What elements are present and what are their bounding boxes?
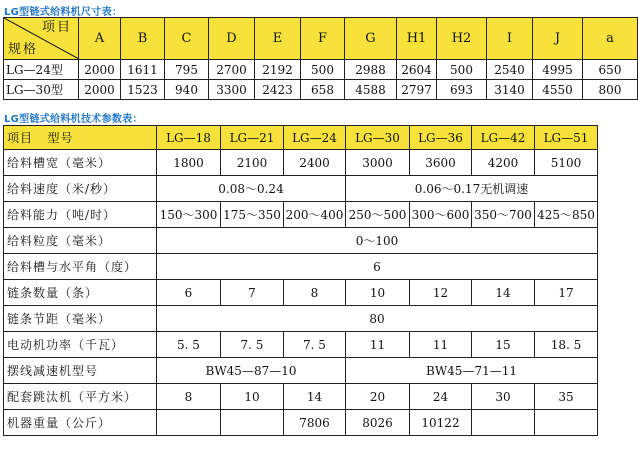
dim-value-cell: 3140: [487, 80, 533, 100]
param-label: 给料槽宽（毫米）: [4, 150, 157, 176]
param-value: 2100: [221, 150, 284, 176]
dim-value-cell: 2423: [255, 80, 301, 100]
param-value: 175～350: [221, 202, 284, 228]
param-value: 7. 5: [221, 332, 284, 358]
param-value: 12: [410, 280, 472, 306]
dim-header-cell: E: [255, 18, 301, 60]
tech-row-chain-pitch: [4, 306, 598, 332]
param-label: 配套跳汰机（平方米）: [4, 384, 157, 410]
dimensions-title: LG型链式给料机尺寸表：: [4, 7, 123, 18]
dim-value-cell: 1611: [121, 60, 165, 80]
tech-corner-cell: 项目 型号: [4, 126, 157, 150]
tech-row-reducer-model: [4, 358, 598, 384]
param-value: 6: [157, 280, 221, 306]
param-value: 14: [472, 280, 535, 306]
dim-header-cell: G: [345, 18, 397, 60]
param-value: 35: [535, 384, 598, 410]
param-value: 250～500: [346, 202, 410, 228]
param-value: 350～700: [472, 202, 535, 228]
tech-params-table: [3, 125, 598, 436]
dimensions-corner-cell: [4, 18, 79, 60]
model-header-cell: LG—24: [284, 126, 346, 150]
param-value: [157, 410, 221, 436]
param-value: [221, 410, 284, 436]
dim-header-cell: F: [301, 18, 345, 60]
dim-value-cell: 650: [583, 60, 638, 80]
tech-params-title: LG型链式给料机技术参数表：: [4, 114, 143, 125]
tech-row-capacity: [4, 202, 598, 228]
dim-header-cell: J: [533, 18, 583, 60]
param-value: 10: [346, 280, 410, 306]
param-label: 机器重量（公斤）: [4, 410, 157, 436]
dim-header-cell: H1: [397, 18, 437, 60]
param-value: 15: [472, 332, 535, 358]
dim-value-cell: 2797: [397, 80, 437, 100]
model-header-cell: LG—36: [410, 126, 472, 150]
param-value: 5100: [535, 150, 598, 176]
param-value: 7. 5: [284, 332, 346, 358]
param-value: [472, 410, 535, 436]
param-value: 30: [472, 384, 535, 410]
dim-value-cell: 2988: [345, 60, 397, 80]
param-value: 10122: [410, 410, 472, 436]
dim-value-cell: 658: [301, 80, 345, 100]
param-value: 10: [221, 384, 284, 410]
dim-model-cell: LG—24型: [4, 60, 79, 80]
param-label: 给料槽与水平角（度）: [4, 254, 157, 280]
tech-row-chain-count: [4, 280, 598, 306]
dim-header-cell: C: [165, 18, 209, 60]
dim-value-cell: 4588: [345, 80, 397, 100]
tech-row-feed-speed: [4, 176, 598, 202]
dim-value-cell: 4995: [533, 60, 583, 80]
param-value: BW45—71—11: [346, 358, 598, 384]
param-value: 200～400: [284, 202, 346, 228]
param-value: 20: [346, 384, 410, 410]
param-value: 3000: [346, 150, 410, 176]
param-label: 链条数量（条）: [4, 280, 157, 306]
corner-item-label: 项目: [41, 20, 72, 35]
dim-value-cell: 4550: [533, 80, 583, 100]
tech-row-weight: [4, 410, 598, 436]
tech-row-angle: [4, 254, 598, 280]
tech-row-granularity: [4, 228, 598, 254]
dim-value-cell: 795: [165, 60, 209, 80]
dim-value-cell: 500: [437, 60, 487, 80]
param-value: [535, 410, 598, 436]
dim-value-cell: 1523: [121, 80, 165, 100]
param-value: 4200: [472, 150, 535, 176]
tech-row-motor-power: [4, 332, 598, 358]
param-value: 80: [157, 306, 598, 332]
param-label: 链条节距（毫米）: [4, 306, 157, 332]
dim-header-cell: H2: [437, 18, 487, 60]
param-label: 给料粒度（毫米）: [4, 228, 157, 254]
param-value: 2400: [284, 150, 346, 176]
param-value: 6: [157, 254, 598, 280]
dim-row-lg30: [4, 80, 638, 100]
model-header-cell: LG—18: [157, 126, 221, 150]
tech-header-row: [4, 126, 598, 150]
param-value: 8: [284, 280, 346, 306]
param-value: 11: [410, 332, 472, 358]
param-label: 摆线减速机型号: [4, 358, 157, 384]
param-value: 8: [157, 384, 221, 410]
dim-value-cell: 2540: [487, 60, 533, 80]
dim-header-cell: A: [79, 18, 121, 60]
tech-row-jig-area: [4, 384, 598, 410]
dim-value-cell: 693: [437, 80, 487, 100]
dim-header-cell: a: [583, 18, 638, 60]
dimensions-header-row: [4, 18, 638, 60]
param-value: 24: [410, 384, 472, 410]
dim-header-cell: I: [487, 18, 533, 60]
param-value: 0.06～0.17无机调速: [346, 176, 598, 202]
tech-row-trough-width: [4, 150, 598, 176]
dimensions-table: [3, 17, 638, 100]
param-value: 18. 5: [535, 332, 598, 358]
model-header-cell: LG—21: [221, 126, 284, 150]
param-value: 11: [346, 332, 410, 358]
param-value: 1800: [157, 150, 221, 176]
param-value: 7806: [284, 410, 346, 436]
dim-model-cell: LG—30型: [4, 80, 79, 100]
param-label: 电动机功率（千瓦）: [4, 332, 157, 358]
param-value: 17: [535, 280, 598, 306]
dim-header-cell: D: [209, 18, 255, 60]
dim-header-cell: B: [121, 18, 165, 60]
dim-value-cell: 2604: [397, 60, 437, 80]
param-value: 8026: [346, 410, 410, 436]
param-value: 0.08～0.24: [157, 176, 346, 202]
dim-value-cell: 2192: [255, 60, 301, 80]
param-value: 3600: [410, 150, 472, 176]
dim-row-lg24: [4, 60, 638, 80]
dim-value-cell: 3300: [209, 80, 255, 100]
param-value: 425～850: [535, 202, 598, 228]
dim-value-cell: 2000: [79, 60, 121, 80]
param-label: 给料能力（吨/时）: [4, 202, 157, 228]
param-value: BW45—87—10: [157, 358, 346, 384]
param-value: 5. 5: [157, 332, 221, 358]
param-value: 300～600: [410, 202, 472, 228]
dim-value-cell: 2000: [79, 80, 121, 100]
param-value: 7: [221, 280, 284, 306]
model-header-cell: LG—30: [346, 126, 410, 150]
dim-value-cell: 940: [165, 80, 209, 100]
param-value: 0～100: [157, 228, 598, 254]
corner-spec-label: 规格: [8, 42, 39, 57]
dim-value-cell: 500: [301, 60, 345, 80]
param-label: 给料速度（米/秒）: [4, 176, 157, 202]
param-value: 14: [284, 384, 346, 410]
model-header-cell: LG—51: [535, 126, 598, 150]
dim-value-cell: 800: [583, 80, 638, 100]
param-value: 150～300: [157, 202, 221, 228]
model-header-cell: LG—42: [472, 126, 535, 150]
dim-value-cell: 2700: [209, 60, 255, 80]
